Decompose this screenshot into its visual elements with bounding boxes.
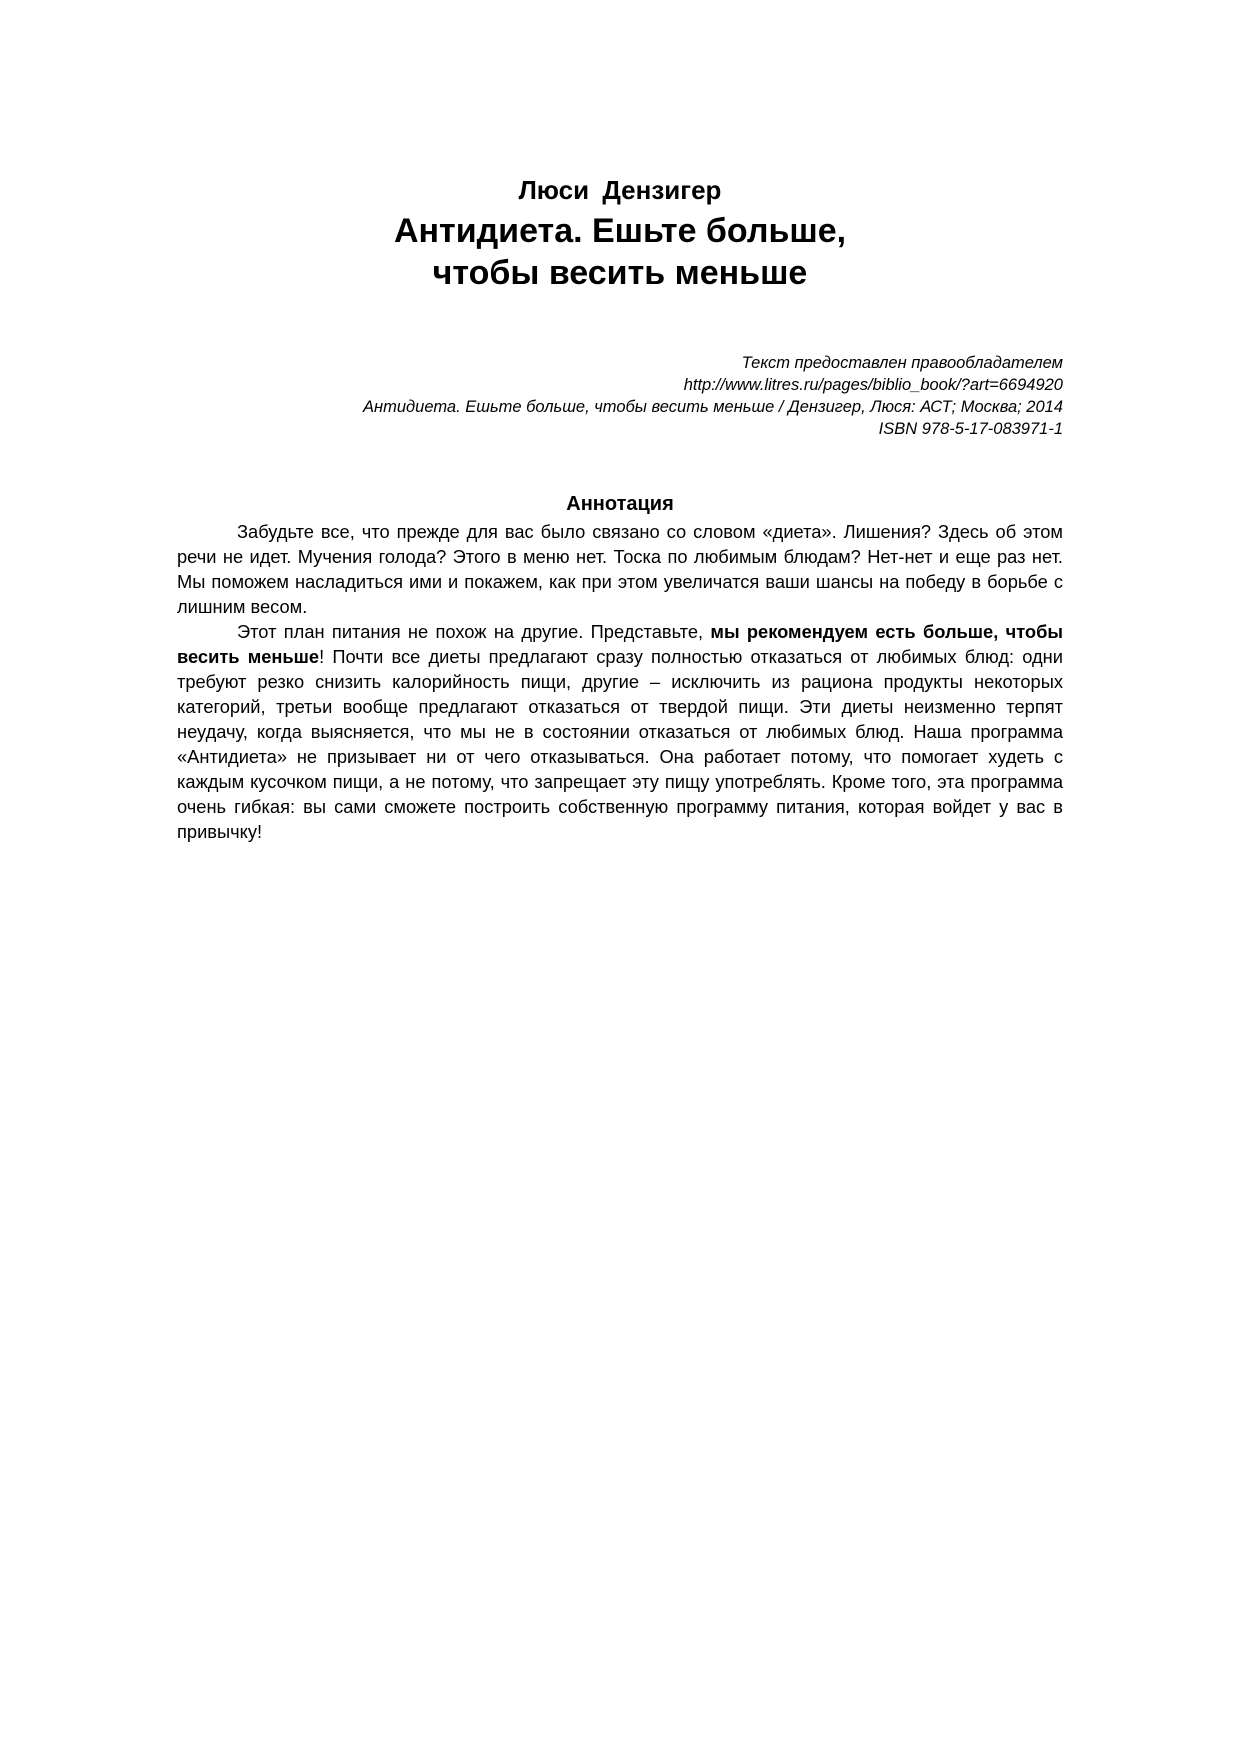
- annotation-body: [177, 519, 1063, 844]
- book-title: [177, 210, 1063, 294]
- isbn: ISBN 978-5-17-083971-1: [878, 420, 1063, 438]
- annotation-heading: Аннотация: [566, 493, 674, 515]
- source-url: http://www.litres.ru/pages/biblio_book/?art=6694920: [683, 376, 1063, 394]
- annotation-paragraph-1: Забудьте все, что прежде для вас было связано со словом «диета». Лишения? Здесь об этом речи не идет. Мучения голода? Этого в меню нет. Тоска по любимым блюдам? Нет-нет и еще раз нет. Мы поможем насладиться ими и покажем, как при этом увеличатся ваши шансы на победу в борьбе с лишним весом.: [177, 521, 1063, 617]
- book-title-line-1: Антидиета. Ешьте больше,: [393, 212, 847, 250]
- annotation-paragraph-2: [177, 619, 1063, 844]
- bibliographic-citation: Антидиета. Ешьте больше, чтобы весить меньше / Дензигер, Люся: АСТ; Москва; 2014: [363, 398, 1063, 416]
- paragraph-2-lead: Этот план питания не похож на другие. Представьте,: [237, 621, 711, 642]
- book-title-line-2: чтобы весить меньше: [432, 254, 808, 292]
- paragraph-2-emphasis: мы рекомендуем есть больше, чтобы весить меньше: [177, 621, 1064, 667]
- paragraph-2-rest: ! Почти все диеты предлагают сразу полностью отказаться от любимых блюд: одни требуют резко снизить калорийность пищи, другие – исключить из рациона продукты некоторых категорий, третьи вообще предлагают отказаться от твердой пищи. Эти диеты неизменно терпят неудачу, когда выясняется, что мы не в состоянии отказаться от любимых блюд. Наша программа «Антидиета» не призывает ни от чего отказываться. Она работает потому, что помогает худеть с каждым кусочком пищи, а не потому, что запрещает эту пищу употреблять. Кроме того, эта программа очень гибкая: вы сами сможете построить собственную программу питания, которая войдет у вас в привычку!: [177, 646, 1063, 842]
- author-name: Люси Дензигер: [518, 175, 722, 205]
- publication-info: [177, 352, 1063, 440]
- rights-holder-note: Текст предоставлен правообладателем: [741, 354, 1063, 372]
